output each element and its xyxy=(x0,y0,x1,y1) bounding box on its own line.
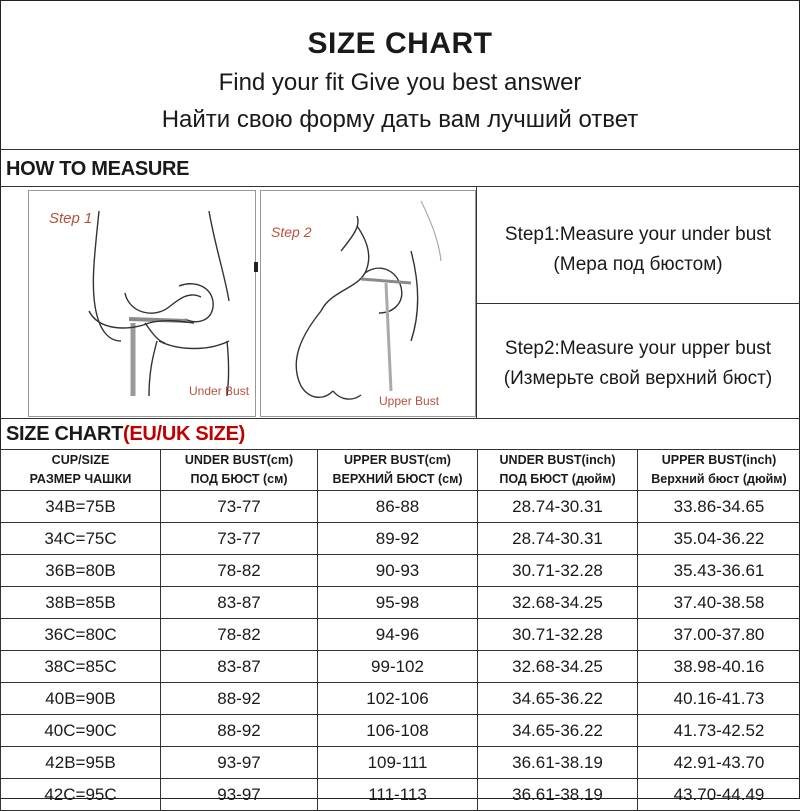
table-row xyxy=(1,619,800,651)
step1-text-en: Step1:Measure your under bust xyxy=(478,220,798,250)
divider xyxy=(0,418,800,419)
upper-bust-inch-cell: 41.73-42.52 xyxy=(638,715,800,747)
under-bust-cm-cell: 78-82 xyxy=(161,619,318,651)
table-row xyxy=(1,491,800,523)
table-row xyxy=(1,715,800,747)
table-header-row xyxy=(1,450,800,491)
cup-size-cell: 36C=80C xyxy=(1,619,161,651)
size-chart-region: (EU/UK SIZE) xyxy=(123,423,245,445)
upper-bust-cm-cell: 111-113 xyxy=(318,779,478,811)
step2-illustration xyxy=(260,190,476,417)
divider xyxy=(476,303,800,304)
upper-bust-inch-cell: 35.43-36.61 xyxy=(638,555,800,587)
column-header: UPPER BUST(inch) Верхний бюст (дюйм) xyxy=(638,450,800,491)
step2-instruction xyxy=(478,334,798,394)
divider xyxy=(0,186,800,187)
under-bust-inch-cell: 28.74-30.31 xyxy=(478,523,638,555)
upper-bust-inch-cell: 43.70-44.49 xyxy=(638,779,800,811)
cup-size-cell: 34C=75C xyxy=(1,523,161,555)
cup-size-cell: 40B=90B xyxy=(1,683,161,715)
upper-bust-cm-cell: 102-106 xyxy=(318,683,478,715)
size-chart-title: SIZE CHART xyxy=(6,423,123,445)
column-header: UNDER BUST(cm) ПОД БЮСТ (см) xyxy=(161,450,318,491)
upper-bust-inch-cell: 40.16-41.73 xyxy=(638,683,800,715)
upper-bust-cm-cell: 106-108 xyxy=(318,715,478,747)
upper-bust-cm-cell: 99-102 xyxy=(318,651,478,683)
upper-bust-inch-cell: 35.04-36.22 xyxy=(638,523,800,555)
table-row xyxy=(1,651,800,683)
step2-text-en: Step2:Measure your upper bust xyxy=(478,334,798,364)
cup-size-cell: 42C=95C xyxy=(1,779,161,811)
cup-size-cell: 34B=75B xyxy=(1,491,161,523)
table-row xyxy=(1,747,800,779)
column-header: UPPER BUST(cm) ВЕРХНИЙ БЮСТ (см) xyxy=(318,450,478,491)
under-bust-cm-cell: 73-77 xyxy=(161,491,318,523)
column-header: CUP/SIZE РАЗМЕР ЧАШКИ xyxy=(1,450,161,491)
under-bust-figure xyxy=(29,191,255,416)
upper-bust-cm-cell: 94-96 xyxy=(318,619,478,651)
table-row xyxy=(1,555,800,587)
cup-size-cell: 40C=90C xyxy=(1,715,161,747)
upper-bust-cm-cell: 95-98 xyxy=(318,587,478,619)
upper-bust-inch-cell: 37.00-37.80 xyxy=(638,619,800,651)
subtitle-russian: Найти свою форму дать вам лучший ответ xyxy=(1,106,799,134)
under-bust-inch-cell: 36.61-38.19 xyxy=(478,747,638,779)
step1-instruction xyxy=(478,220,798,280)
table-row xyxy=(1,683,800,715)
upper-bust-cm-cell: 90-93 xyxy=(318,555,478,587)
upper-bust-cm-cell: 86-88 xyxy=(318,491,478,523)
under-bust-cm-cell: 93-97 xyxy=(161,747,318,779)
column-header: UNDER BUST(inch) ПОД БЮСТ (дюйм) xyxy=(478,450,638,491)
upper-bust-figure xyxy=(261,191,475,416)
step2-caption: Upper Bust xyxy=(379,394,440,408)
cup-size-cell: 42B=95B xyxy=(1,747,161,779)
under-bust-inch-cell: 30.71-32.28 xyxy=(478,555,638,587)
how-to-measure-heading: HOW TO MEASURE xyxy=(6,158,189,181)
step1-label: Step 1 xyxy=(49,210,92,227)
step1-text-ru: (Мера под бюстом) xyxy=(478,250,798,280)
under-bust-cm-cell: 83-87 xyxy=(161,587,318,619)
table-row xyxy=(1,587,800,619)
under-bust-cm-cell: 93-97 xyxy=(161,779,318,811)
upper-bust-inch-cell: 33.86-34.65 xyxy=(638,491,800,523)
upper-bust-inch-cell: 37.40-38.58 xyxy=(638,587,800,619)
under-bust-inch-cell: 28.74-30.31 xyxy=(478,491,638,523)
upper-bust-cm-cell: 109-111 xyxy=(318,747,478,779)
under-bust-inch-cell: 34.65-36.22 xyxy=(478,715,638,747)
cup-size-cell: 38B=85B xyxy=(1,587,161,619)
cup-size-cell: 38C=85C xyxy=(1,651,161,683)
under-bust-cm-cell: 73-77 xyxy=(161,523,318,555)
header xyxy=(1,1,799,149)
divider xyxy=(0,149,800,150)
under-bust-inch-cell: 32.68-34.25 xyxy=(478,587,638,619)
size-chart-heading xyxy=(6,423,245,446)
table-row xyxy=(1,523,800,555)
subtitle-english: Find your fit Give you best answer xyxy=(1,69,799,97)
under-bust-cm-cell: 88-92 xyxy=(161,715,318,747)
step1-illustration xyxy=(28,190,256,417)
step2-label: Step 2 xyxy=(271,224,312,240)
cup-size-cell: 36B=80B xyxy=(1,555,161,587)
upper-bust-inch-cell: 42.91-43.70 xyxy=(638,747,800,779)
under-bust-inch-cell: 32.68-34.25 xyxy=(478,651,638,683)
under-bust-cm-cell: 78-82 xyxy=(161,555,318,587)
under-bust-inch-cell: 36.61-38.19 xyxy=(478,779,638,811)
table-row xyxy=(1,779,800,811)
under-bust-cm-cell: 83-87 xyxy=(161,651,318,683)
marker xyxy=(254,262,258,272)
page-title: SIZE CHART xyxy=(1,27,799,61)
step2-text-ru: (Измерьте свой верхний бюст) xyxy=(478,364,798,394)
under-bust-inch-cell: 34.65-36.22 xyxy=(478,683,638,715)
upper-bust-cm-cell: 89-92 xyxy=(318,523,478,555)
step1-caption: Under Bust xyxy=(189,384,250,398)
under-bust-cm-cell: 88-92 xyxy=(161,683,318,715)
upper-bust-inch-cell: 38.98-40.16 xyxy=(638,651,800,683)
under-bust-inch-cell: 30.71-32.28 xyxy=(478,619,638,651)
size-table xyxy=(0,449,800,811)
